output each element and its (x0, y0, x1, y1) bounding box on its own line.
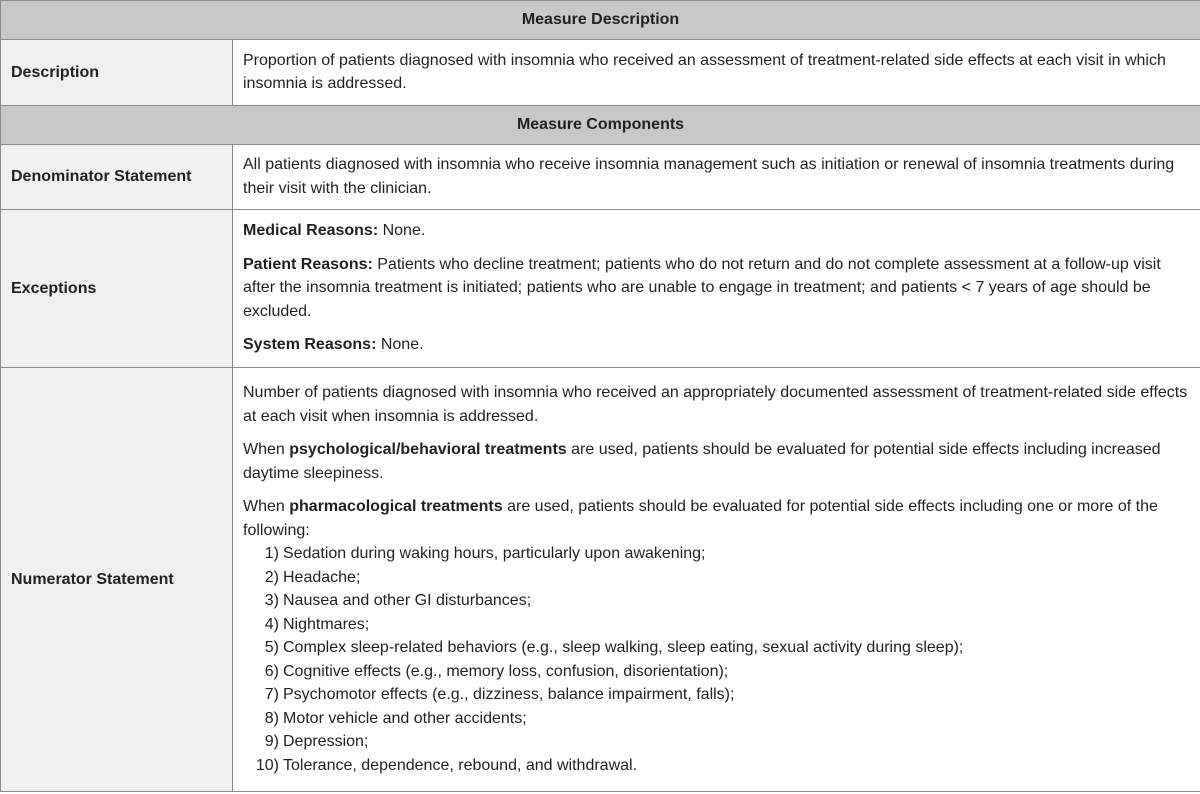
list-item-text: Cognitive effects (e.g., memory loss, confusion, disorientation); (283, 662, 729, 680)
patient-reasons-label: Patient Reasons: (243, 255, 373, 273)
list-item-text: Complex sleep-related behaviors (e.g., sleep walking, sleep eating, sexual activity during sleep); (283, 639, 964, 656)
side-effects-list (243, 542, 1190, 777)
denominator-row (1, 145, 1200, 210)
medical-reasons-text: None. (378, 222, 426, 240)
system-reasons (243, 333, 1190, 357)
list-item-number: 3) (264, 592, 279, 609)
measure-components-header-row (1, 106, 1200, 145)
pharm-suffix: are used, patients should be evaluated for potential side effects including one or more of the following: (243, 498, 1158, 539)
medical-reasons (243, 219, 1190, 243)
description-label: Description (1, 40, 233, 106)
psych-bold: psychological/behavioral treatments (289, 441, 567, 458)
list-item (243, 754, 1190, 778)
numerator-label: Numerator Statement (1, 368, 233, 792)
list-item-text: Tolerance, dependence, rebound, and withdrawal. (283, 756, 638, 774)
denominator-content (233, 145, 1200, 210)
pharmacological-paragraph (243, 495, 1190, 542)
denominator-text: All patients diagnosed with insomnia who receive insomnia management such as initiation or renewal of insomnia treatments during their visit with the clinician. (243, 156, 1175, 197)
list-item-text: Nightmares; (283, 615, 370, 633)
list-item-number: 2) (264, 568, 279, 586)
pharm-bold: pharmacological treatments (289, 498, 503, 515)
psychological-paragraph (243, 438, 1190, 485)
patient-reasons (243, 253, 1190, 324)
measure-description-header-row (1, 1, 1200, 40)
list-item-text: Headache; (283, 568, 361, 586)
list-item-text: Nausea and other GI disturbances; (283, 592, 532, 609)
list-item-number: 9) (264, 733, 279, 750)
list-item-text: Psychomotor effects (e.g., dizziness, balance impairment, falls); (283, 686, 735, 703)
numerator-content (233, 368, 1200, 792)
numerator-row (1, 368, 1200, 792)
system-reasons-text: None. (376, 336, 424, 354)
pharm-prefix: When (243, 498, 290, 515)
numerator-intro: Number of patients diagnosed with insomnia who received an appropriately documented assessment of treatment-related side effects at each visit when insomnia is addressed. (243, 384, 1188, 425)
list-item-text: Motor vehicle and other accidents; (283, 709, 527, 727)
list-item (243, 542, 1190, 566)
measure-components-header: Measure Components (1, 106, 1200, 145)
list-item (243, 636, 1190, 660)
list-item-number: 7) (264, 686, 279, 703)
list-item-number: 10) (255, 756, 279, 774)
list-item (243, 730, 1190, 754)
list-item-text: Sedation during waking hours, particularly upon awakening; (283, 545, 706, 562)
exceptions-label: Exceptions (1, 210, 233, 368)
list-item (243, 589, 1190, 613)
patient-reasons-text: Patients who decline treatment; patients who do not return and do not complete assessment at a follow-up visit after the insomnia treatment is initiated; patients who are unable to engage in treatment; and patients < 7 years of age should be excluded. (243, 255, 1161, 320)
list-item-text: Depression; (283, 733, 369, 750)
denominator-label: Denominator Statement (1, 145, 233, 210)
system-reasons-label: System Reasons: (243, 336, 377, 354)
list-item-number: 5) (264, 639, 279, 656)
list-item (243, 707, 1190, 731)
list-item-number: 1) (264, 545, 279, 562)
list-item-number: 8) (264, 709, 279, 727)
medical-reasons-label: Medical Reasons: (243, 222, 379, 240)
exceptions-row (1, 210, 1200, 368)
list-item-number: 6) (264, 662, 279, 680)
description-row (1, 40, 1200, 106)
list-item (243, 660, 1190, 684)
list-item (243, 566, 1190, 590)
list-item (243, 613, 1190, 637)
psych-prefix: When (243, 441, 290, 458)
list-item (243, 683, 1190, 707)
description-content (233, 40, 1200, 106)
measure-description-header: Measure Description (1, 1, 1200, 40)
exceptions-content (233, 210, 1200, 368)
description-text: Proportion of patients diagnosed with insomnia who received an assessment of treatment-related side effects at each visit in which insomnia is addressed. (243, 51, 1166, 92)
list-item-number: 4) (264, 615, 279, 633)
psych-suffix: are used, patients should be evaluated for potential side effects including increased daytime sleepiness. (243, 441, 1161, 482)
